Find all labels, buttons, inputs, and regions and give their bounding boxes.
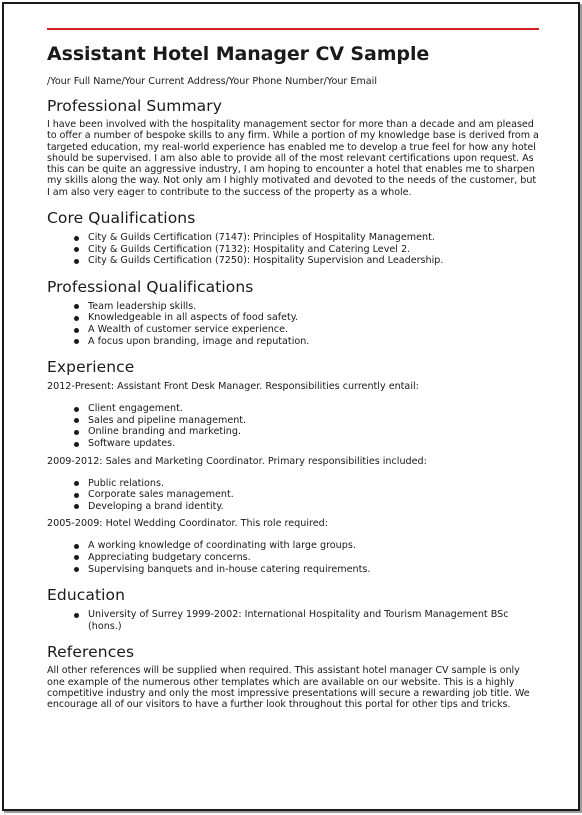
list-item: City & Guilds Certification (7132): Hospitality and Catering Level 2. xyxy=(74,244,539,256)
references-text: All other references will be supplied when required. This assistant hotel manager CV sample is only one example of the numerous other templates which are available on our website. This is a highly competitive industry and only the most impressive presentations will secure a rewarding job title. We encourage all of our visitors to have a further look throughout this portal for other tips and tricks. xyxy=(47,665,530,711)
contact-line: /Your Full Name/Your Current Address/Your Phone Number/Your Email xyxy=(47,76,378,87)
list-item: Corporate sales management. xyxy=(74,489,539,501)
list-item: City & Guilds Certification (7147): Principles of Hospitality Management. xyxy=(74,232,539,244)
education-heading: Education xyxy=(47,586,126,605)
list-item: A focus upon branding, image and reputation. xyxy=(74,336,539,348)
experience-heading: Experience xyxy=(47,358,135,377)
summary-text: I have been involved with the hospitality management sector for more than a decade and am pleased to offer a number of bespoke skills to any firm. While a portion of my knowledge base is derived from a targeted education, my real-world experience has enabled me to develop a true feel for how any hotel should be supervised. I am also able to provide all of the most relevant certifications upon request. As this can be quite an aggressive industry, I am hoping to encounter a hotel that enables me to sharpen my skills along the way. Not only am I highly motivated and devoted to the needs of the customer, but I am also very eager to contribute to the success of the property as a whole. xyxy=(47,119,539,198)
list-item: Public relations. xyxy=(74,478,539,490)
list-item: City & Guilds Certification (7250): Hospitality Supervision and Leadership. xyxy=(74,255,539,267)
job-title: 2012-Present: Assistant Front Desk Manager. Responsibilities currently entail: xyxy=(47,381,419,393)
education-list xyxy=(47,609,539,632)
list-item: Sales and pipeline management. xyxy=(74,415,539,427)
core-qualifications-list xyxy=(47,232,539,267)
core-qualifications-heading: Core Qualifications xyxy=(47,209,196,228)
job-duties-list xyxy=(47,540,539,575)
job-title: 2005-2009: Hotel Wedding Coordinator. This role required: xyxy=(47,518,328,530)
list-item: University of Surrey 1999-2002: International Hospitality and Tourism Management BSc (hons.) xyxy=(74,609,539,632)
job-title: 2009-2012: Sales and Marketing Coordinator. Primary responsibilities included: xyxy=(47,455,427,467)
list-item: A Wealth of customer service experience. xyxy=(74,324,539,336)
list-item: Software updates. xyxy=(74,438,539,450)
list-item: Team leadership skills. xyxy=(74,301,539,313)
summary-heading: Professional Summary xyxy=(47,97,222,115)
list-item: Knowledgeable in all aspects of food safety. xyxy=(74,312,539,324)
list-item: Client engagement. xyxy=(74,403,539,415)
job-duties-list xyxy=(47,403,539,449)
professional-qualifications-list xyxy=(47,301,539,347)
list-item: Online branding and marketing. xyxy=(74,426,539,438)
job-duties-list xyxy=(47,478,539,513)
list-item: Appreciating budgetary concerns. xyxy=(74,552,539,564)
professional-qualifications-heading: Professional Qualifications xyxy=(47,277,254,296)
list-item: Developing a brand identity. xyxy=(74,501,539,513)
list-item: A working knowledge of coordinating with large groups. xyxy=(74,540,539,552)
references-heading: References xyxy=(47,643,135,662)
cv-page xyxy=(2,2,580,811)
cv-content xyxy=(47,28,539,711)
cv-title: Assistant Hotel Manager CV Sample xyxy=(47,43,430,65)
list-item: Supervising banquets and in-house catering requirements. xyxy=(74,564,539,576)
accent-rule xyxy=(47,28,539,30)
